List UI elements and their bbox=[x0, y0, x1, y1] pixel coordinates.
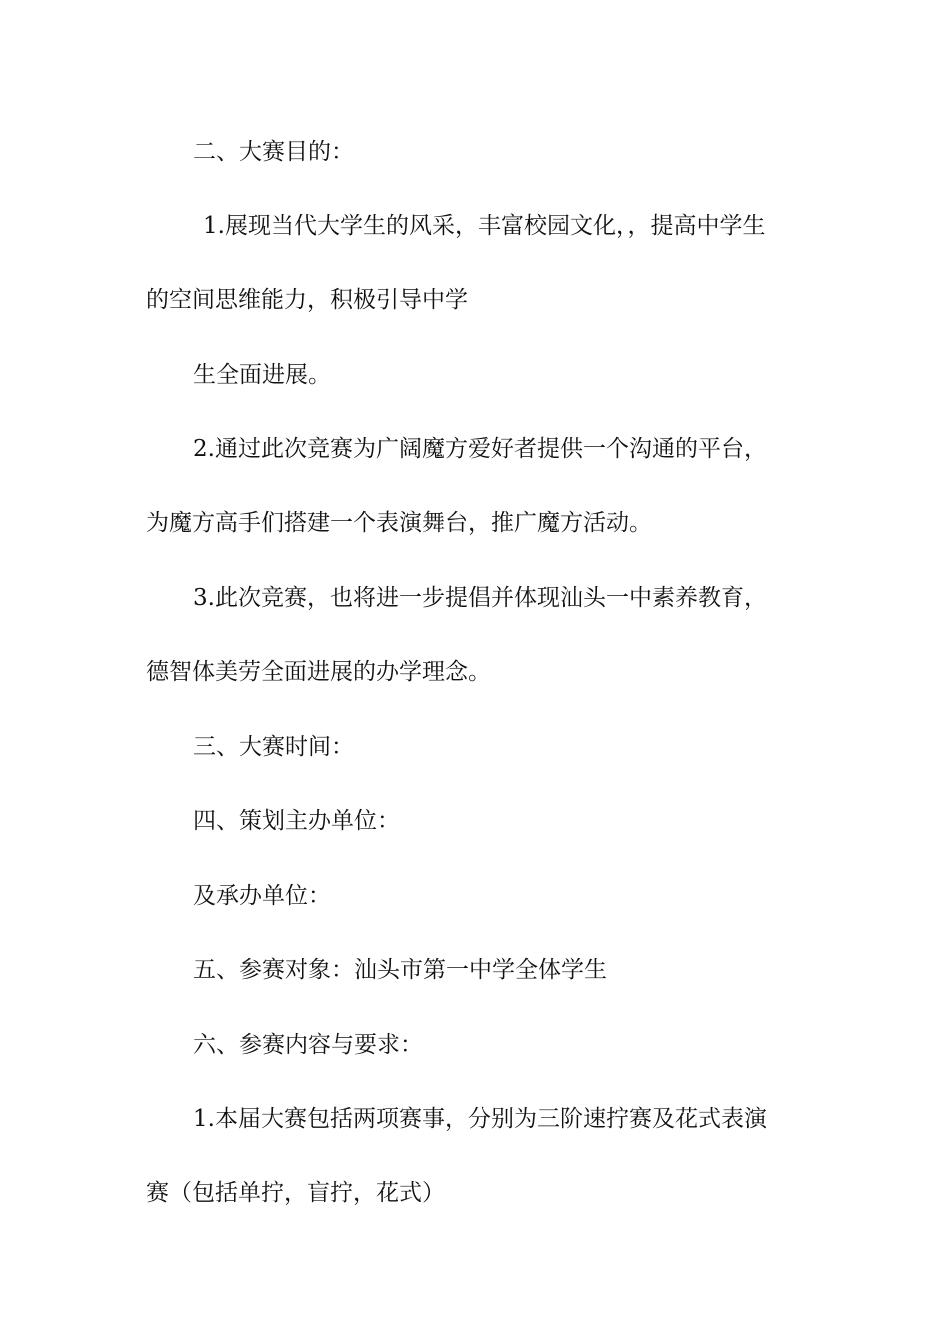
section-heading-organizer: 四、策划主办单位： bbox=[193, 808, 400, 834]
content-item-1-line-2: 赛（包括单拧，盲拧，花式） bbox=[146, 1180, 445, 1206]
purpose-item-3-line-1: 3.此次竞赛，也将进一步提倡并体现汕头一中素养教育， bbox=[193, 585, 767, 611]
purpose-item-1-line-2: 的空间思维能力，积极引导中学 bbox=[146, 287, 468, 313]
purpose-item-2-line-1: 2.通过此次竞赛为广阔魔方爱好者提供一个沟通的平台， bbox=[193, 436, 767, 462]
purpose-item-3-line-2: 德智体美劳全面进展的办学理念。 bbox=[146, 659, 491, 685]
content-item-1-line-1: 1.本届大赛包括两项赛事，分别为三阶速拧赛及花式表演 bbox=[193, 1106, 767, 1132]
section-heading-content: 六、参赛内容与要求： bbox=[193, 1032, 423, 1058]
purpose-item-1-line-1: 1.展现当代大学生的风采，丰富校园文化，，提高中学生 bbox=[203, 213, 766, 239]
section-heading-participants: 五、参赛对象：汕头市第一中学全体学生 bbox=[193, 957, 607, 983]
section-heading-purpose: 二、大赛目的： bbox=[193, 139, 354, 165]
organizer-co-host-line: 及承办单位： bbox=[193, 883, 331, 909]
purpose-item-1-line-3: 生全面进展。 bbox=[193, 362, 331, 388]
purpose-item-2-line-2: 为魔方高手们搭建一个表演舞台，推广魔方活动。 bbox=[146, 510, 652, 536]
section-heading-time: 三、大赛时间： bbox=[193, 734, 354, 760]
